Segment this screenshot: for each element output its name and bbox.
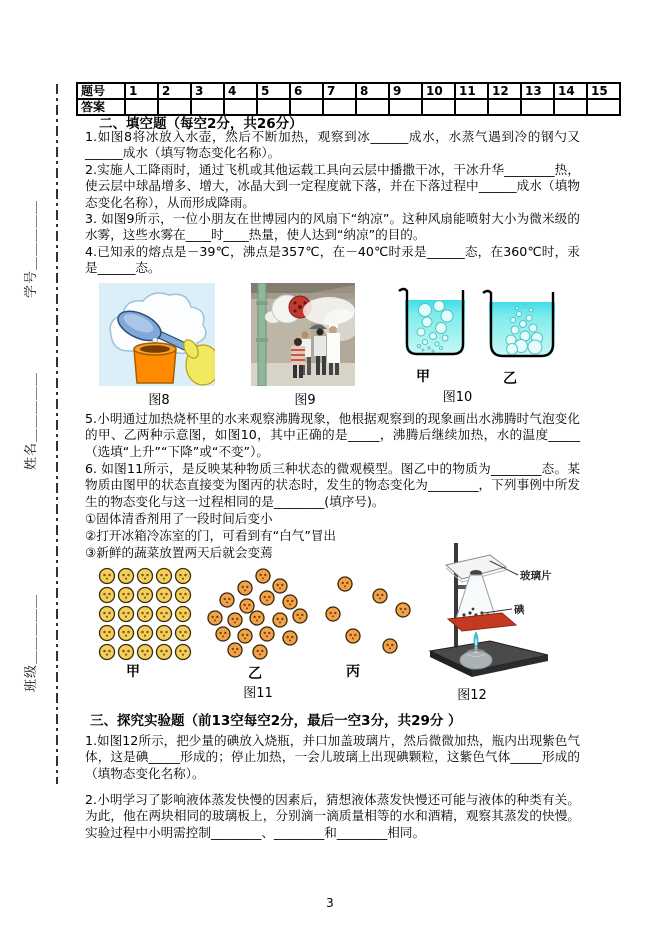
fig12-caption: 图12 <box>457 688 487 703</box>
question-2: 2.实施人工降雨时，通过飞机或其他运载工具向云层中播撒干冰，干冰升华________热，使云层中球晶增多、增大，冰晶大到一定程度就下落，并在下落过程中______成水（填物态变化名称），从而形成降雨。 <box>85 162 580 210</box>
question-number-cell: 1 <box>125 83 158 99</box>
answer-cell <box>422 99 455 115</box>
question-5: 5.小明通过加热烧杯里的水来观察沸腾现象，他根据观察到的现象画出水沸腾时气泡变化的甲、乙两种示意图，如图10，其中正确的是_____，沸腾后继续加热，水的温度_____（选填“上升”“下降”或“不变”）。 <box>85 411 580 459</box>
question-number-cell: 5 <box>257 83 290 99</box>
question-number-cell: 14 <box>554 83 587 99</box>
question-number-cell: 4 <box>224 83 257 99</box>
beaker-jia <box>399 289 465 355</box>
question-number-cell: 11 <box>455 83 488 99</box>
answer-header: 答案 <box>77 99 125 115</box>
question-number-cell: 9 <box>389 83 422 99</box>
orange-pot <box>134 343 176 383</box>
model-gas-sparse <box>326 577 410 653</box>
answer-table <box>76 82 621 116</box>
fig10-caption: 图10 <box>442 390 473 405</box>
fig12-iodine-experiment <box>428 543 598 683</box>
question-number-cell: 15 <box>587 83 620 99</box>
section-fill-title: 二、填空题（每空2分，共26分） <box>99 116 303 132</box>
answer-cell <box>356 99 389 115</box>
question-number-cell: 2 <box>158 83 191 99</box>
model-liquid-cluster <box>208 569 307 659</box>
answer-cell <box>587 99 620 115</box>
section-exp-title: 三、探究实验题（前13空每空2分，最后一空3分，共29分 ） <box>90 713 462 729</box>
question-1: 1.如图8将冰放入水壶，然后不断加热，观察到冰______成水，水蒸气遇到冷的钢勺又______成水（填写物态变化名称）。 <box>85 129 580 161</box>
answer-cell <box>323 99 356 115</box>
answer-cell <box>455 99 488 115</box>
fig12-glass-label: 玻璃片 <box>520 570 552 582</box>
fig8-caption: 图8 <box>148 393 170 408</box>
margin-class-label: 班级＿＿＿＿＿ <box>24 593 39 692</box>
fig11-molecular-models <box>95 566 415 662</box>
fig11-label-solid: 甲 <box>126 664 140 680</box>
question-3: 3. 如图9所示，一位小朋友在世博园内的风扇下“纳凉”。这种风扇能喷射大小为微米级的水雾，这些水雾在____时____热量，使人达到“纳凉”的目的。 <box>85 211 580 243</box>
fig9-caption: 图9 <box>294 393 316 408</box>
beaker-yi <box>483 291 555 357</box>
fig11-label-liquid: 乙 <box>248 666 262 682</box>
fold-line <box>56 84 58 784</box>
question-number-row <box>77 83 620 99</box>
fig9-mist-fan-photo <box>251 283 355 386</box>
fig12-iodine-label: 碘 <box>514 604 525 616</box>
question-4: 4.已知汞的熔点是－39℃，沸点是357℃，在－40℃时汞是______态，在360℃时，汞是______态。 <box>85 244 580 276</box>
question-6: 6. 如图11所示，是反映某种物质三种状态的微观模型。图乙中的物质为________态。某物质由图甲的状态直接变为图丙的状态时，发生的物态变化为________，下列事例中所发生的物态变化与这一过程相同的是________(填序号)。 <box>85 461 580 509</box>
question-number-cell: 12 <box>488 83 521 99</box>
model-solid-grid <box>100 569 191 660</box>
fig11-label-gas: 丙 <box>346 664 360 680</box>
answer-cell <box>389 99 422 115</box>
fig10-label-yi: 乙 <box>503 371 517 387</box>
exp-question-1: 1.如图12所示，把少量的碘放入烧瓶，并口加盖玻璃片，然后微微加热，瓶内出现紫色气体，这是碘_____形成的；停止加热，一会儿玻璃上出现碘颗粒，这紫色气体_____形成的（填物态变化名称）。 <box>85 733 580 781</box>
margin-student-id-label: 学号＿＿＿＿＿ <box>24 199 39 298</box>
margin-name-label: 姓名＿＿＿＿＿ <box>24 371 39 470</box>
question-number-header: 题号 <box>77 83 125 99</box>
green-pipe <box>256 283 268 386</box>
question-number-cell: 6 <box>290 83 323 99</box>
question-number-cell: 10 <box>422 83 455 99</box>
fig10-boiling-bubbles-diagram <box>391 284 563 366</box>
question-number-cell: 8 <box>356 83 389 99</box>
answer-cell <box>554 99 587 115</box>
question-6-item-2: ②打开冰箱冷冻室的门，可看到有“白气”冒出 <box>85 528 337 543</box>
fig11-caption: 图11 <box>243 686 273 701</box>
fig8-melting-ice-cartoon <box>99 283 215 386</box>
stand-rod <box>454 543 458 653</box>
question-6-item-3: ③新鲜的蔬菜放置两天后就会变蔫 <box>85 545 273 560</box>
exp-question-2: 2.小明学习了影响液体蒸发快慢的因素后，猜想液体蒸发快慢还可能与液体的种类有关。为此，他在两块相同的玻璃板上，分别滴一滴质量相等的水和酒精，观察其蒸发的快慢。实验过程中小明需控制________、________和________相同。 <box>85 792 580 840</box>
answer-cell <box>521 99 554 115</box>
question-number-cell: 7 <box>323 83 356 99</box>
fig10-label-jia: 甲 <box>416 369 430 385</box>
question-number-cell: 13 <box>521 83 554 99</box>
answer-cell <box>488 99 521 115</box>
water-drop <box>153 338 158 343</box>
page-number: 3 <box>326 896 334 910</box>
question-number-cell: 3 <box>191 83 224 99</box>
question-6-item-1: ①固体清香剂用了一段时间后变小 <box>85 511 273 526</box>
